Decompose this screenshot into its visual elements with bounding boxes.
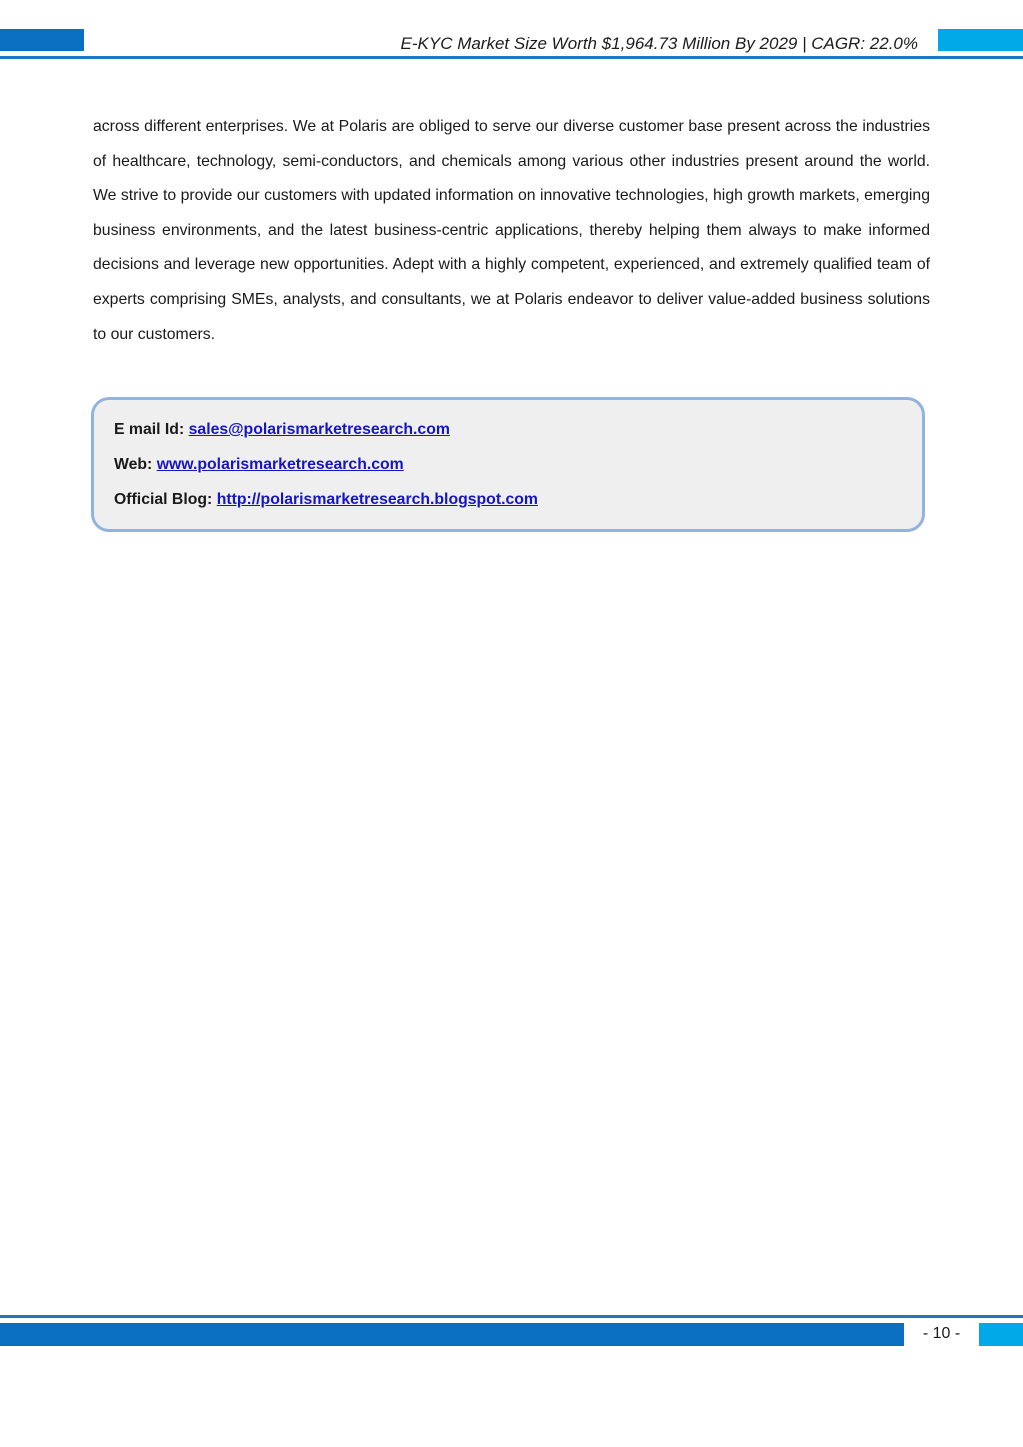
page-number: - 10 - <box>922 1325 961 1342</box>
header-left-accent-block <box>0 29 84 51</box>
blog-link[interactable]: http://polarismarketresearch.blogspot.com <box>216 491 538 508</box>
contact-box <box>91 397 925 532</box>
blog-label: Official Blog: <box>114 491 213 508</box>
body-paragraph: across different enterprises. We at Polaris are obliged to serve our diverse customer base present across the industries of healthcare, technology, semi-conductors, and chemicals among various other industries present around the world. We strive to provide our customers with updated information on innovative technologies, high growth markets, emerging business environments, and the latest business-centric applications, thereby helping them always to make informed decisions and leverage new opportunities. Adept with a highly competent, experienced, and extremely qualified team of experts comprising SMEs, analysts, and consultants, we at Polaris endeavor to deliver value-added business solutions to our customers. <box>93 118 930 343</box>
header-divider <box>0 56 1023 59</box>
header-title: E-KYC Market Size Worth $1,964.73 Million By 2029 | CAGR: 22.0% <box>400 34 918 53</box>
web-link[interactable]: www.polarismarketresearch.com <box>156 456 404 473</box>
contact-web-row <box>114 447 902 482</box>
contact-blog-row <box>114 482 902 517</box>
contact-email-row <box>114 412 902 447</box>
email-link[interactable]: sales@polarismarketresearch.com <box>188 421 450 438</box>
header-right-accent-block <box>938 29 1023 51</box>
footer-accent-bar <box>0 1323 904 1346</box>
footer-right-accent-block <box>979 1323 1023 1346</box>
web-label: Web: <box>114 456 153 473</box>
email-label: E mail Id: <box>114 421 185 438</box>
footer-divider <box>0 1315 1023 1318</box>
